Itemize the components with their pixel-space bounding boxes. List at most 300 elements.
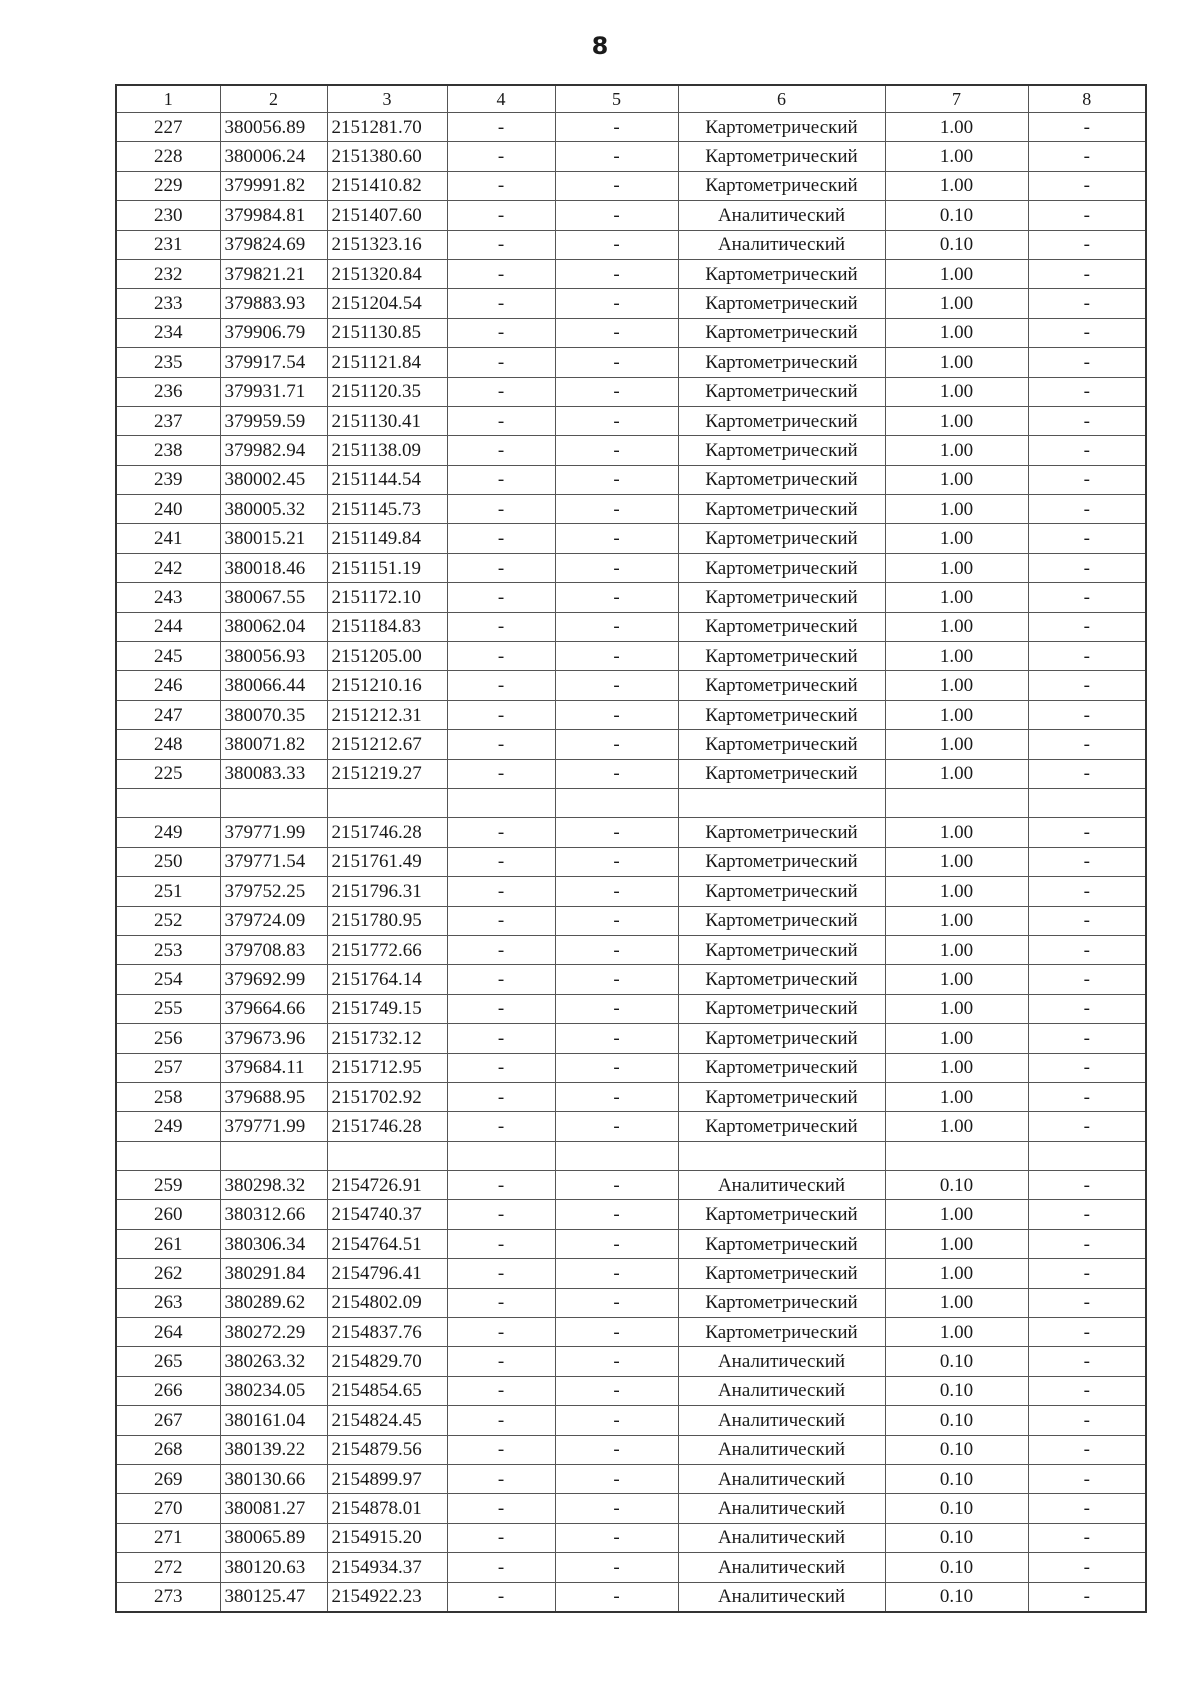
method-cell: Картометрический xyxy=(678,1259,885,1288)
method-cell: Картометрический xyxy=(678,524,885,553)
point-number-cell: 263 xyxy=(116,1288,220,1317)
x-coordinate-cell: 380125.47 xyxy=(220,1582,327,1612)
column-4-cell: - xyxy=(447,935,555,964)
point-number-cell: 233 xyxy=(116,289,220,318)
column-4-cell: - xyxy=(447,259,555,288)
column-8-cell: - xyxy=(1028,700,1146,729)
x-coordinate-cell: 379931.71 xyxy=(220,377,327,406)
x-coordinate-cell: 380056.89 xyxy=(220,113,327,142)
method-cell: Картометрический xyxy=(678,318,885,347)
accuracy-cell: 1.00 xyxy=(885,759,1028,788)
accuracy-cell: 1.00 xyxy=(885,1082,1028,1111)
column-8-cell: - xyxy=(1028,1024,1146,1053)
y-coordinate-cell: 2151749.15 xyxy=(327,994,447,1023)
method-cell: Аналитический xyxy=(678,1523,885,1552)
column-8-cell: - xyxy=(1028,524,1146,553)
x-coordinate-cell: 379917.54 xyxy=(220,348,327,377)
column-8-cell: - xyxy=(1028,759,1146,788)
method-cell: Картометрический xyxy=(678,1053,885,1082)
x-coordinate-cell: 379692.99 xyxy=(220,965,327,994)
column-4-cell: - xyxy=(447,994,555,1023)
table-row xyxy=(116,1523,1146,1552)
method-cell: Картометрический xyxy=(678,1288,885,1317)
point-number-cell: 234 xyxy=(116,318,220,347)
y-coordinate-cell: 2151120.35 xyxy=(327,377,447,406)
accuracy-cell: 1.00 xyxy=(885,583,1028,612)
column-5-cell: - xyxy=(555,553,678,582)
column-5-cell: - xyxy=(555,1494,678,1523)
column-5-cell: - xyxy=(555,524,678,553)
table-row xyxy=(116,671,1146,700)
point-number-cell: 229 xyxy=(116,171,220,200)
x-coordinate-cell: 380263.32 xyxy=(220,1347,327,1376)
column-5-cell: - xyxy=(555,1259,678,1288)
column-8-cell: - xyxy=(1028,1582,1146,1612)
column-4-cell: - xyxy=(447,1053,555,1082)
table-row xyxy=(116,289,1146,318)
accuracy-cell: 0.10 xyxy=(885,1435,1028,1464)
x-coordinate-cell: 379906.79 xyxy=(220,318,327,347)
column-4-cell: - xyxy=(447,818,555,847)
accuracy-cell: 1.00 xyxy=(885,113,1028,142)
coordinates-table xyxy=(115,84,1147,1613)
x-coordinate-cell: 379724.09 xyxy=(220,906,327,935)
y-coordinate-cell: 2154854.65 xyxy=(327,1376,447,1405)
table-row xyxy=(116,1406,1146,1435)
y-coordinate-cell xyxy=(327,1141,447,1170)
y-coordinate-cell: 2151130.41 xyxy=(327,406,447,435)
x-coordinate-cell: 380067.55 xyxy=(220,583,327,612)
accuracy-cell: 0.10 xyxy=(885,1553,1028,1582)
method-cell: Картометрический xyxy=(678,1024,885,1053)
column-8-cell: - xyxy=(1028,377,1146,406)
method-cell: Картометрический xyxy=(678,348,885,377)
y-coordinate-cell: 2151121.84 xyxy=(327,348,447,377)
y-coordinate-cell: 2151210.16 xyxy=(327,671,447,700)
method-cell: Картометрический xyxy=(678,1318,885,1347)
column-8-cell: - xyxy=(1028,406,1146,435)
point-number-cell: 245 xyxy=(116,642,220,671)
column-8-cell: - xyxy=(1028,1288,1146,1317)
x-coordinate-cell: 379991.82 xyxy=(220,171,327,200)
column-5-cell: - xyxy=(555,1112,678,1141)
table-row xyxy=(116,642,1146,671)
y-coordinate-cell: 2154899.97 xyxy=(327,1464,447,1493)
column-8-cell: - xyxy=(1028,1406,1146,1435)
point-number-cell: 246 xyxy=(116,671,220,700)
page-number: 8 xyxy=(591,32,609,60)
column-4-cell: - xyxy=(447,1171,555,1200)
accuracy-cell: 1.00 xyxy=(885,348,1028,377)
point-number-cell: 272 xyxy=(116,1553,220,1582)
method-cell: Картометрический xyxy=(678,289,885,318)
column-8-cell: - xyxy=(1028,1082,1146,1111)
column-4-cell: - xyxy=(447,1376,555,1405)
method-cell: Аналитический xyxy=(678,1376,885,1405)
table-row xyxy=(116,730,1146,759)
column-4-cell: - xyxy=(447,965,555,994)
method-cell: Картометрический xyxy=(678,1112,885,1141)
point-number-cell: 268 xyxy=(116,1435,220,1464)
accuracy-cell: 1.00 xyxy=(885,994,1028,1023)
table-row xyxy=(116,1347,1146,1376)
accuracy-cell: 1.00 xyxy=(885,495,1028,524)
column-5-cell: - xyxy=(555,759,678,788)
accuracy-cell: 1.00 xyxy=(885,259,1028,288)
method-cell: Картометрический xyxy=(678,965,885,994)
column-4-cell: - xyxy=(447,465,555,494)
column-5-cell: - xyxy=(555,1435,678,1464)
point-number-cell: 230 xyxy=(116,201,220,230)
x-coordinate-cell: 379664.66 xyxy=(220,994,327,1023)
y-coordinate-cell: 2151764.14 xyxy=(327,965,447,994)
table-row xyxy=(116,553,1146,582)
table-row xyxy=(116,818,1146,847)
column-8-cell: - xyxy=(1028,318,1146,347)
point-number-cell: 232 xyxy=(116,259,220,288)
point-number-cell: 249 xyxy=(116,1112,220,1141)
y-coordinate-cell: 2151151.19 xyxy=(327,553,447,582)
accuracy-cell: 1.00 xyxy=(885,465,1028,494)
accuracy-cell: 1.00 xyxy=(885,906,1028,935)
column-8-cell: - xyxy=(1028,230,1146,259)
method-cell: Картометрический xyxy=(678,935,885,964)
x-coordinate-cell: 380139.22 xyxy=(220,1435,327,1464)
column-5-cell: - xyxy=(555,877,678,906)
column-4-cell: - xyxy=(447,1347,555,1376)
column-8-cell: - xyxy=(1028,495,1146,524)
table-separator-row xyxy=(116,788,1146,817)
method-cell: Аналитический xyxy=(678,230,885,259)
column-4-cell: - xyxy=(447,1200,555,1229)
column-4-cell: - xyxy=(447,171,555,200)
point-number-cell: 243 xyxy=(116,583,220,612)
column-5-cell: - xyxy=(555,730,678,759)
column-8-cell: - xyxy=(1028,1112,1146,1141)
column-8-cell: - xyxy=(1028,671,1146,700)
method-cell: Картометрический xyxy=(678,1200,885,1229)
column-4-cell: - xyxy=(447,142,555,171)
column-5-cell: - xyxy=(555,318,678,347)
accuracy-cell: 0.10 xyxy=(885,201,1028,230)
point-number-cell: 237 xyxy=(116,406,220,435)
y-coordinate-cell: 2151380.60 xyxy=(327,142,447,171)
x-coordinate-cell: 380018.46 xyxy=(220,553,327,582)
column-header: 5 xyxy=(555,85,678,113)
column-5-cell: - xyxy=(555,113,678,142)
x-coordinate-cell: 380056.93 xyxy=(220,642,327,671)
table-row xyxy=(116,1171,1146,1200)
y-coordinate-cell: 2151796.31 xyxy=(327,877,447,906)
point-number-cell: 270 xyxy=(116,1494,220,1523)
table-row xyxy=(116,965,1146,994)
y-coordinate-cell: 2154796.41 xyxy=(327,1259,447,1288)
method-cell: Аналитический xyxy=(678,1553,885,1582)
method-cell xyxy=(678,788,885,817)
column-8-cell: - xyxy=(1028,1494,1146,1523)
y-coordinate-cell: 2151761.49 xyxy=(327,847,447,876)
accuracy-cell: 1.00 xyxy=(885,700,1028,729)
table-row xyxy=(116,318,1146,347)
x-coordinate-cell: 380120.63 xyxy=(220,1553,327,1582)
column-4-cell: - xyxy=(447,700,555,729)
column-5-cell: - xyxy=(555,583,678,612)
method-cell: Аналитический xyxy=(678,1406,885,1435)
accuracy-cell: 1.00 xyxy=(885,553,1028,582)
method-cell: Картометрический xyxy=(678,142,885,171)
table-row xyxy=(116,1435,1146,1464)
accuracy-cell: 1.00 xyxy=(885,671,1028,700)
x-coordinate-cell xyxy=(220,1141,327,1170)
point-number-cell: 241 xyxy=(116,524,220,553)
table-row xyxy=(116,524,1146,553)
method-cell: Картометрический xyxy=(678,113,885,142)
x-coordinate-cell: 379984.81 xyxy=(220,201,327,230)
x-coordinate-cell: 379708.83 xyxy=(220,935,327,964)
table-row xyxy=(116,113,1146,142)
method-cell xyxy=(678,1141,885,1170)
column-5-cell: - xyxy=(555,642,678,671)
column-8-cell: - xyxy=(1028,1259,1146,1288)
point-number-cell: 231 xyxy=(116,230,220,259)
y-coordinate-cell: 2154802.09 xyxy=(327,1288,447,1317)
accuracy-cell: 0.10 xyxy=(885,230,1028,259)
column-5-cell: - xyxy=(555,1318,678,1347)
y-coordinate-cell: 2151732.12 xyxy=(327,1024,447,1053)
column-5-cell: - xyxy=(555,906,678,935)
y-coordinate-cell: 2151746.28 xyxy=(327,1112,447,1141)
x-coordinate-cell: 380006.24 xyxy=(220,142,327,171)
table-separator-row xyxy=(116,1141,1146,1170)
column-5-cell: - xyxy=(555,1171,678,1200)
column-8-cell: - xyxy=(1028,436,1146,465)
point-number-cell: 262 xyxy=(116,1259,220,1288)
table-row xyxy=(116,259,1146,288)
column-4-cell: - xyxy=(447,1288,555,1317)
point-number-cell: 235 xyxy=(116,348,220,377)
table-row xyxy=(116,230,1146,259)
point-number-cell: 250 xyxy=(116,847,220,876)
column-5-cell: - xyxy=(555,465,678,494)
column-4-cell: - xyxy=(447,642,555,671)
table-row xyxy=(116,994,1146,1023)
table-row xyxy=(116,495,1146,524)
y-coordinate-cell: 2151281.70 xyxy=(327,113,447,142)
method-cell: Картометрический xyxy=(678,994,885,1023)
column-8-cell xyxy=(1028,1141,1146,1170)
y-coordinate-cell: 2151204.54 xyxy=(327,289,447,318)
column-8-cell: - xyxy=(1028,877,1146,906)
x-coordinate-cell: 380291.84 xyxy=(220,1259,327,1288)
column-8-cell: - xyxy=(1028,1376,1146,1405)
column-5-cell: - xyxy=(555,142,678,171)
point-number-cell: 264 xyxy=(116,1318,220,1347)
method-cell: Картометрический xyxy=(678,465,885,494)
column-4-cell: - xyxy=(447,377,555,406)
x-coordinate-cell: 379824.69 xyxy=(220,230,327,259)
method-cell: Картометрический xyxy=(678,642,885,671)
x-coordinate-cell: 379821.21 xyxy=(220,259,327,288)
y-coordinate-cell: 2151212.31 xyxy=(327,700,447,729)
accuracy-cell: 0.10 xyxy=(885,1376,1028,1405)
column-5-cell: - xyxy=(555,1376,678,1405)
y-coordinate-cell: 2154934.37 xyxy=(327,1553,447,1582)
x-coordinate-cell: 380298.32 xyxy=(220,1171,327,1200)
x-coordinate-cell: 380062.04 xyxy=(220,612,327,641)
column-8-cell: - xyxy=(1028,171,1146,200)
y-coordinate-cell: 2154829.70 xyxy=(327,1347,447,1376)
table-row xyxy=(116,201,1146,230)
column-8-cell: - xyxy=(1028,1553,1146,1582)
accuracy-cell: 1.00 xyxy=(885,524,1028,553)
table-row xyxy=(116,406,1146,435)
column-5-cell: - xyxy=(555,965,678,994)
column-5-cell: - xyxy=(555,700,678,729)
accuracy-cell: 1.00 xyxy=(885,1200,1028,1229)
column-8-cell: - xyxy=(1028,1171,1146,1200)
column-4-cell: - xyxy=(447,759,555,788)
column-5-cell: - xyxy=(555,1347,678,1376)
column-8-cell: - xyxy=(1028,142,1146,171)
column-header: 6 xyxy=(678,85,885,113)
table-row xyxy=(116,1376,1146,1405)
column-5-cell: - xyxy=(555,1288,678,1317)
y-coordinate-cell: 2151219.27 xyxy=(327,759,447,788)
column-8-cell: - xyxy=(1028,965,1146,994)
column-4-cell: - xyxy=(447,1582,555,1612)
column-8-cell: - xyxy=(1028,1347,1146,1376)
x-coordinate-cell: 380130.66 xyxy=(220,1464,327,1493)
column-8-cell xyxy=(1028,788,1146,817)
column-4-cell: - xyxy=(447,671,555,700)
method-cell: Аналитический xyxy=(678,201,885,230)
x-coordinate-cell: 380161.04 xyxy=(220,1406,327,1435)
x-coordinate-cell: 379752.25 xyxy=(220,877,327,906)
point-number-cell: 266 xyxy=(116,1376,220,1405)
method-cell: Аналитический xyxy=(678,1347,885,1376)
column-header: 7 xyxy=(885,85,1028,113)
x-coordinate-cell: 380065.89 xyxy=(220,1523,327,1552)
point-number-cell: 244 xyxy=(116,612,220,641)
x-coordinate-cell: 379982.94 xyxy=(220,436,327,465)
y-coordinate-cell: 2151145.73 xyxy=(327,495,447,524)
column-4-cell: - xyxy=(447,524,555,553)
x-coordinate-cell: 379883.93 xyxy=(220,289,327,318)
point-number-cell: 254 xyxy=(116,965,220,994)
accuracy-cell: 1.00 xyxy=(885,1024,1028,1053)
x-coordinate-cell: 380070.35 xyxy=(220,700,327,729)
table-row xyxy=(116,906,1146,935)
accuracy-cell: 0.10 xyxy=(885,1464,1028,1493)
method-cell: Картометрический xyxy=(678,583,885,612)
column-5-cell xyxy=(555,1141,678,1170)
table-row xyxy=(116,759,1146,788)
x-coordinate-cell: 380272.29 xyxy=(220,1318,327,1347)
column-4-cell: - xyxy=(447,1553,555,1582)
column-8-cell: - xyxy=(1028,1229,1146,1258)
accuracy-cell: 1.00 xyxy=(885,436,1028,465)
accuracy-cell: 1.00 xyxy=(885,142,1028,171)
y-coordinate-cell: 2154726.91 xyxy=(327,1171,447,1200)
table-row xyxy=(116,1464,1146,1493)
accuracy-cell: 1.00 xyxy=(885,171,1028,200)
table-row xyxy=(116,436,1146,465)
y-coordinate-cell: 2151746.28 xyxy=(327,818,447,847)
point-number-cell: 257 xyxy=(116,1053,220,1082)
accuracy-cell: 1.00 xyxy=(885,1318,1028,1347)
accuracy-cell: 1.00 xyxy=(885,377,1028,406)
y-coordinate-cell: 2154824.45 xyxy=(327,1406,447,1435)
point-number-cell: 227 xyxy=(116,113,220,142)
accuracy-cell: 1.00 xyxy=(885,847,1028,876)
column-5-cell: - xyxy=(555,289,678,318)
column-5-cell: - xyxy=(555,1464,678,1493)
column-4-cell: - xyxy=(447,1318,555,1347)
y-coordinate-cell: 2151212.67 xyxy=(327,730,447,759)
x-coordinate-cell: 379959.59 xyxy=(220,406,327,435)
column-4-cell: - xyxy=(447,1494,555,1523)
column-8-cell: - xyxy=(1028,289,1146,318)
accuracy-cell: 0.10 xyxy=(885,1347,1028,1376)
x-coordinate-cell: 380002.45 xyxy=(220,465,327,494)
point-number-cell: 240 xyxy=(116,495,220,524)
method-cell: Картометрический xyxy=(678,406,885,435)
x-coordinate-cell: 380289.62 xyxy=(220,1288,327,1317)
accuracy-cell: 1.00 xyxy=(885,318,1028,347)
method-cell: Картометрический xyxy=(678,877,885,906)
method-cell: Аналитический xyxy=(678,1171,885,1200)
column-5-cell: - xyxy=(555,201,678,230)
table-row xyxy=(116,1318,1146,1347)
column-5-cell: - xyxy=(555,436,678,465)
column-8-cell: - xyxy=(1028,1435,1146,1464)
table-row xyxy=(116,877,1146,906)
column-4-cell: - xyxy=(447,289,555,318)
column-4-cell: - xyxy=(447,495,555,524)
x-coordinate-cell: 380066.44 xyxy=(220,671,327,700)
column-5-cell: - xyxy=(555,612,678,641)
y-coordinate-cell: 2151772.66 xyxy=(327,935,447,964)
column-8-cell: - xyxy=(1028,818,1146,847)
accuracy-cell: 1.00 xyxy=(885,935,1028,964)
point-number-cell: 259 xyxy=(116,1171,220,1200)
column-header: 3 xyxy=(327,85,447,113)
table-row xyxy=(116,847,1146,876)
method-cell: Картометрический xyxy=(678,171,885,200)
point-number-cell: 238 xyxy=(116,436,220,465)
accuracy-cell: 0.10 xyxy=(885,1523,1028,1552)
column-5-cell: - xyxy=(555,1200,678,1229)
point-number-cell: 269 xyxy=(116,1464,220,1493)
table-row xyxy=(116,1259,1146,1288)
column-5-cell: - xyxy=(555,847,678,876)
y-coordinate-cell: 2154878.01 xyxy=(327,1494,447,1523)
y-coordinate-cell: 2154879.56 xyxy=(327,1435,447,1464)
accuracy-cell: 1.00 xyxy=(885,1288,1028,1317)
y-coordinate-cell: 2151410.82 xyxy=(327,171,447,200)
point-number-cell: 261 xyxy=(116,1229,220,1258)
x-coordinate-cell: 380005.32 xyxy=(220,495,327,524)
point-number-cell: 247 xyxy=(116,700,220,729)
point-number-cell: 225 xyxy=(116,759,220,788)
method-cell: Аналитический xyxy=(678,1582,885,1612)
column-4-cell: - xyxy=(447,113,555,142)
column-8-cell: - xyxy=(1028,465,1146,494)
column-4-cell: - xyxy=(447,318,555,347)
column-4-cell: - xyxy=(447,348,555,377)
column-8-cell: - xyxy=(1028,1053,1146,1082)
method-cell: Аналитический xyxy=(678,1464,885,1493)
